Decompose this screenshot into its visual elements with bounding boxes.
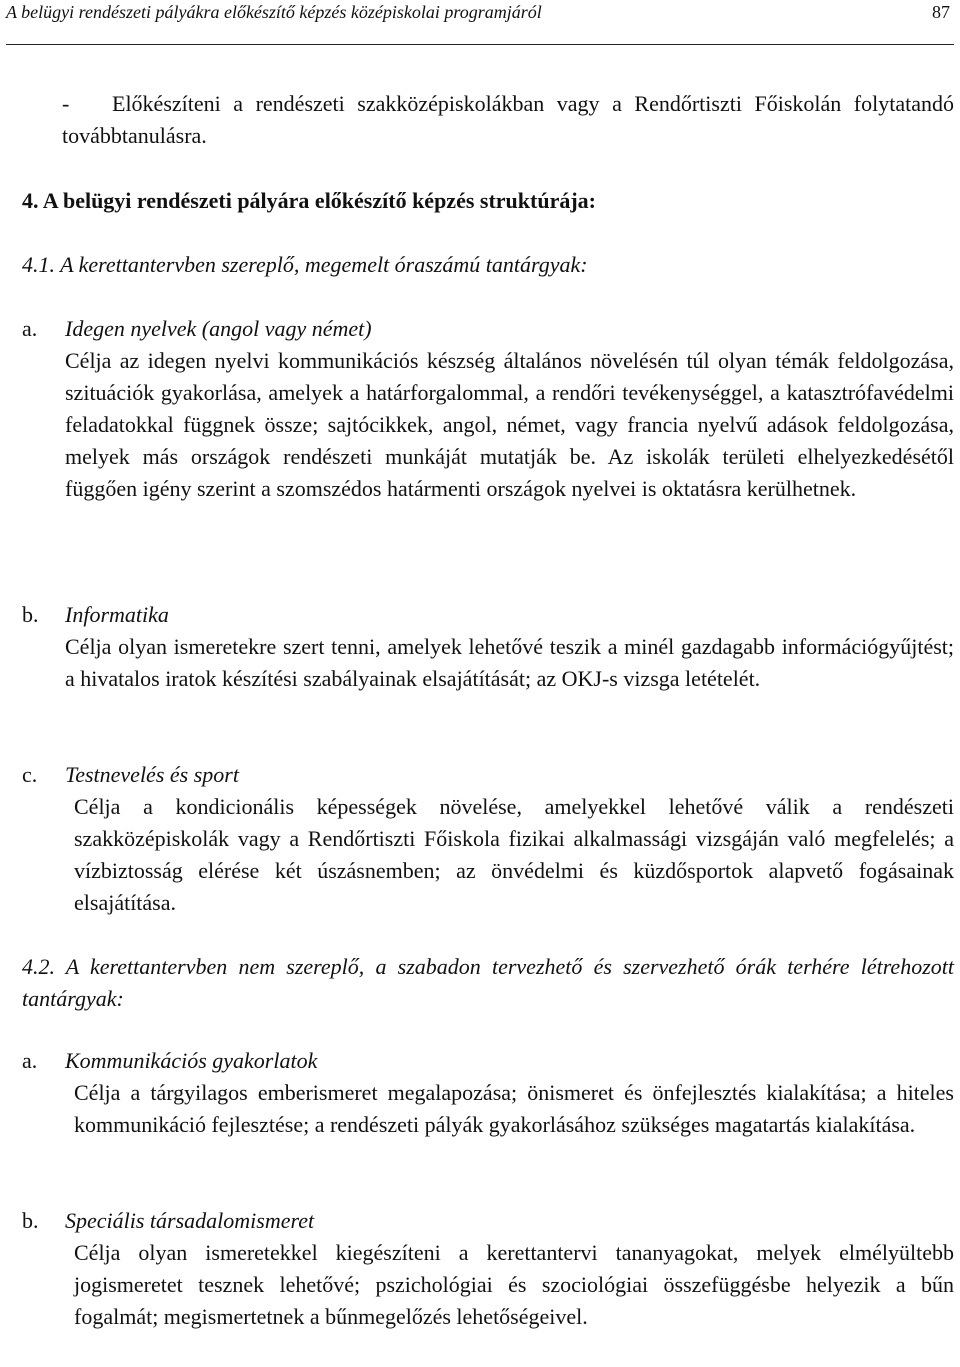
page-number: 87 [932, 2, 950, 22]
item-title: Kommunikációs gyakorlatok [65, 1048, 318, 1073]
item-body: Célja a kondicionális képességek növelése, amelyekkel lehetővé válik a rendészeti szakközépiskolák vagy a Rendőrtiszti Főiskola fizikai alkalmassági vizsgáján való megfelelés; a vízbiztosság elérése két úszásnemben; az önvédelmi és küzdősportok alapvető fogásainak elsajátítása. [74, 794, 954, 915]
running-header [6, 0, 950, 26]
item-marker: c. [22, 762, 38, 787]
item-body: Célja az idegen nyelvi kommunikációs készség általános növelésén túl olyan témák feldolgozása, szituációk gyakorlása, amelyek a határforgalommal, a rendőri tevékenységgel, a katasztrófavédelmi feladatokkal függnek össze; sajtócikkek, angol, német, vagy francia nyelvű adások feldolgozása, melyek más országok rendészeti munkáját mutatják be. Az iskolák területi elhelyezkedésétől függően igény szerint a szomszédos határmenti országok nyelvei is oktatásra kerülhetnek. [65, 348, 954, 501]
section-4-1-heading: 4.1. A kerettantervben szereplő, megemelt óraszámú tantárgyak: [22, 252, 588, 277]
item-title: Testnevelés és sport [65, 762, 239, 787]
section-4-heading: 4. A belügyi rendészeti pályára előkészítő képzés struktúrája: [22, 188, 596, 213]
section-4-2-heading: 4.2. A kerettantervben nem szereplő, a szabadon tervezhető és szervezhető órák terhére létrehozott tantárgyak: [22, 954, 954, 1011]
bullet-text: Előkészíteni a rendészeti szakközépiskolákban vagy a Rendőrtiszti Főiskolán folytatandó továbbtanulásra. [62, 91, 954, 148]
item-marker: b. [22, 602, 39, 627]
header-rule [6, 44, 954, 45]
intro-bullet [62, 88, 954, 152]
item-marker: a. [22, 316, 38, 341]
item-body: Célja a tárgyilagos emberismeret megalapozása; önismeret és önfejlesztés kialakítása; a hiteles kommunikáció fejlesztése; a rendészeti pályák gyakorlásához szükséges magatartás kialakítása. [74, 1080, 954, 1137]
item-marker: b. [22, 1208, 39, 1233]
item-marker: a. [22, 1048, 38, 1073]
item-body: Célja olyan ismeretekkel kiegészíteni a kerettantervi tananyagokat, melyek elmélyültebb jogismeretet tesznek lehetővé; pszichológiai és szociológiai összefüggésbe helyezik a bűn fogalmát; megismertetnek a bűnmegelőzés lehetőségeivel. [74, 1240, 954, 1329]
item-title: Speciális társadalomismeret [65, 1208, 315, 1233]
item-title: Informatika [65, 602, 169, 627]
item-body: Célja olyan ismeretekre szert tenni, amelyek lehetővé teszik a minél gazdagabb információgyűjtést; a hivatalos iratok készítési szabályainak elsajátítását; az OKJ-s vizsga letételét. [65, 634, 954, 691]
bullet-dash: - [62, 91, 70, 116]
item-title: Idegen nyelvek (angol vagy német) [65, 316, 372, 341]
running-header-title: A belügyi rendészeti pályákra előkészítő képzés középiskolai programjáról [6, 2, 542, 22]
